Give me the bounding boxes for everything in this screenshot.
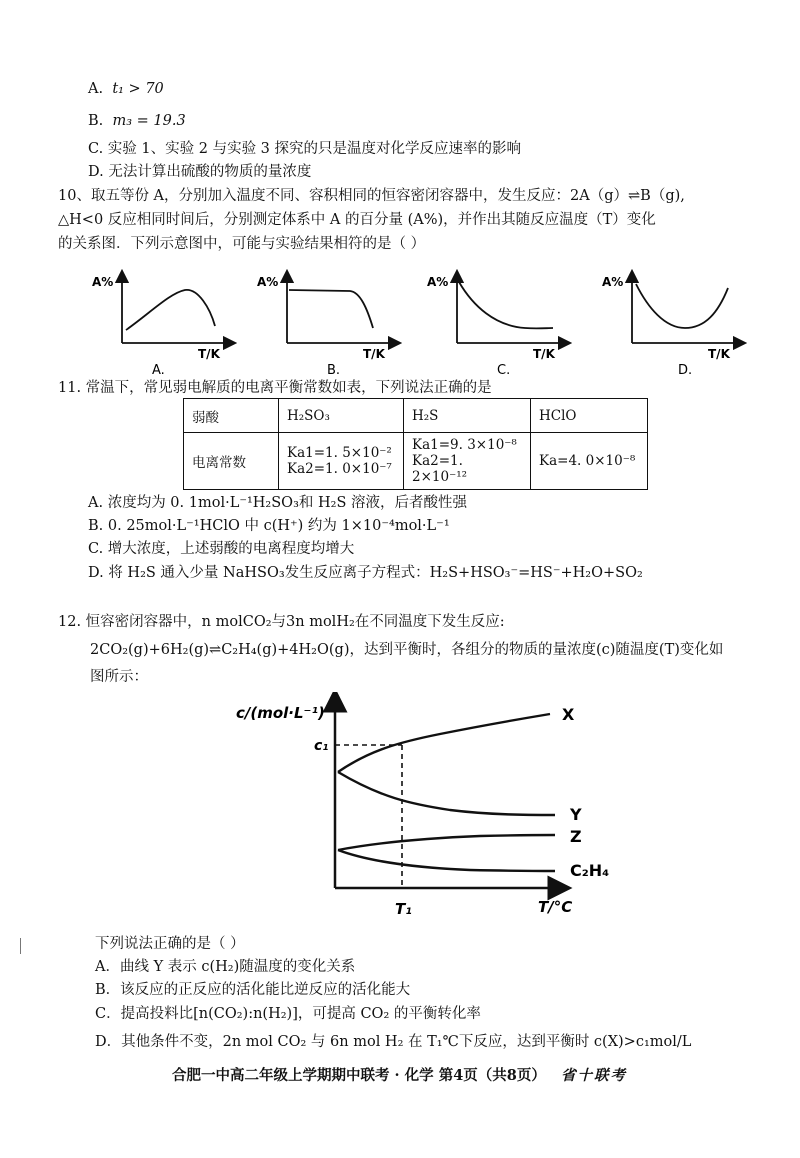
series-c2h4-label: C₂H₄ xyxy=(570,861,610,880)
graph-a-xlabel: T/K xyxy=(198,347,220,361)
q11-option-d: D. 将 H₂S 通入少量 NaHSO₃发生反应离子方程式：H₂S+HSO₃⁻=HS⁻+H₂O+SO₂ xyxy=(88,565,643,581)
reaction-equation: 2CO₂(g)+6H₂(g)⇌C₂H₄(g)+4H₂O(g) xyxy=(90,642,350,658)
graph-d xyxy=(602,275,740,378)
q9-option-d: D. 无法计算出硫酸的物质的量浓度 xyxy=(88,164,312,180)
q12-option-b: B．该反应的正反应的活化能比逆反应的活化能大 xyxy=(95,982,411,998)
table-row-label: 电离常数 xyxy=(184,433,279,490)
table-cell: Ka=4. 0×10⁻⁸ xyxy=(531,433,648,490)
q11-option-c: C. 增大浓度，上述弱酸的电离程度均增大 xyxy=(88,541,355,557)
q9-option-c: C. 实验 1、实验 2 与实验 3 探究的只是温度对化学反应速率的影响 xyxy=(88,141,522,157)
equilibrium-chart xyxy=(230,692,650,922)
q10-graphs xyxy=(90,268,750,380)
table-header: H₂SO₃ xyxy=(279,399,404,433)
ka1-h2so3: Ka1=1. 5×10⁻² xyxy=(287,445,392,461)
ionization-constants-table xyxy=(183,398,648,490)
series-z-line xyxy=(338,835,555,850)
table-header: HClO xyxy=(531,399,648,433)
page-footer: 合肥一中高二年级上学期期中联考 · 化学 第4页（共8页） 省十联考 xyxy=(172,1067,628,1084)
table-cell xyxy=(279,433,404,490)
series-y-line xyxy=(338,772,555,815)
ka2-h2s: Ka2=1. 2×10⁻¹² xyxy=(412,453,468,485)
graph-b-curve xyxy=(289,290,373,328)
q12-option-c: C．提高投料比[n(CO₂):n(H₂)]，可提高 CO₂ 的平衡转化率 xyxy=(95,1006,481,1022)
y-tick-c1: c₁ xyxy=(314,738,329,754)
q12-option-a: A．曲线 Y 表示 c(H₂)随温度的变化关系 xyxy=(95,959,356,975)
graph-d-xlabel: T/K xyxy=(708,347,730,361)
table-header: H₂S xyxy=(404,399,531,433)
y-axis-label: c/(mol·L⁻¹) xyxy=(236,704,325,722)
q10-stem-line1: 10、取五等份 A，分别加入温度不同、容积相同的恒容密闭容器中，发生反应：2A（g）⇌B（g), xyxy=(58,188,685,204)
graph-b-ylabel: A% xyxy=(257,275,279,289)
q11-stem: 11. 常温下，常见弱电解质的电离平衡常数如表，下列说法正确的是 xyxy=(58,380,492,396)
x-axis-label: T/°C xyxy=(538,898,573,916)
graph-a-ylabel: A% xyxy=(92,275,114,289)
q12-stem-line3: 图所示： xyxy=(90,669,148,685)
q12-stem-line1: 12. 恒容密闭容器中，n molCO₂与3n molH₂在不同温度下发生反应: xyxy=(58,614,505,630)
ka2-h2so3: Ka2=1. 0×10⁻⁷ xyxy=(287,461,392,477)
graph-a-caption: A. xyxy=(152,363,165,378)
q12-option-d: D．其他条件不变，2n mol CO₂ 与 6n mol H₂ 在 T₁℃下反应，达到平衡时 c(X)>c₁mol/L xyxy=(95,1034,692,1050)
graph-a-curve xyxy=(126,290,215,330)
graph-d-curve xyxy=(636,284,728,328)
graph-c xyxy=(427,275,565,378)
graph-a xyxy=(92,275,230,378)
series-y-label: Y xyxy=(570,805,582,824)
graph-c-xlabel: T/K xyxy=(533,347,555,361)
series-x-label: X xyxy=(562,705,575,724)
series-x-line xyxy=(338,714,550,772)
q10-stem-line2: △H<0 反应相同时间后，分别测定体系中 A 的百分量 (A%)，并作出其随反应温度（T）变化 xyxy=(58,212,656,228)
q9-option-a: A. t₁ > 70 xyxy=(88,81,164,97)
graph-c-ylabel: A% xyxy=(427,275,449,289)
graph-b xyxy=(257,275,395,378)
table-cell xyxy=(404,433,531,490)
series-z-label: Z xyxy=(570,827,582,846)
graph-c-caption: C. xyxy=(497,363,511,378)
series-c2h4-line xyxy=(338,850,555,871)
margin-mark xyxy=(20,938,21,954)
graph-d-ylabel: A% xyxy=(602,275,624,289)
q12-stem-line2: 2CO₂(g)+6H₂(g)⇌C₂H₄(g)+4H₂O(g)，达到平衡时，各组分的物质的量浓度(c)随温度(T)变化如 xyxy=(90,642,724,658)
q11-option-a: A. 浓度均为 0. 1mol·L⁻¹H₂SO₃和 H₂S 溶液，后者酸性强 xyxy=(88,495,467,511)
exam-stamp: 省十联考 xyxy=(561,1067,628,1084)
x-tick-t1: T₁ xyxy=(395,900,412,918)
graph-b-xlabel: T/K xyxy=(363,347,385,361)
graph-d-caption: D. xyxy=(678,363,693,378)
q12-ask: 下列说法正确的是（ ） xyxy=(95,936,245,952)
ka1-h2s: Ka1=9. 3×10⁻⁸ xyxy=(412,437,517,453)
graph-c-curve xyxy=(459,282,553,328)
q10-stem-line3: 的关系图．下列示意图中，可能与实验结果相符的是（ ） xyxy=(58,236,426,252)
q11-option-b: B. 0. 25mol·L⁻¹HClO 中 c(H⁺) 约为 1×10⁻⁴mol·L⁻¹ xyxy=(88,518,450,534)
table-header: 弱酸 xyxy=(184,399,279,433)
graph-b-caption: B. xyxy=(327,363,341,378)
q9-option-b: B. m₃ = 19.3 xyxy=(88,113,186,129)
